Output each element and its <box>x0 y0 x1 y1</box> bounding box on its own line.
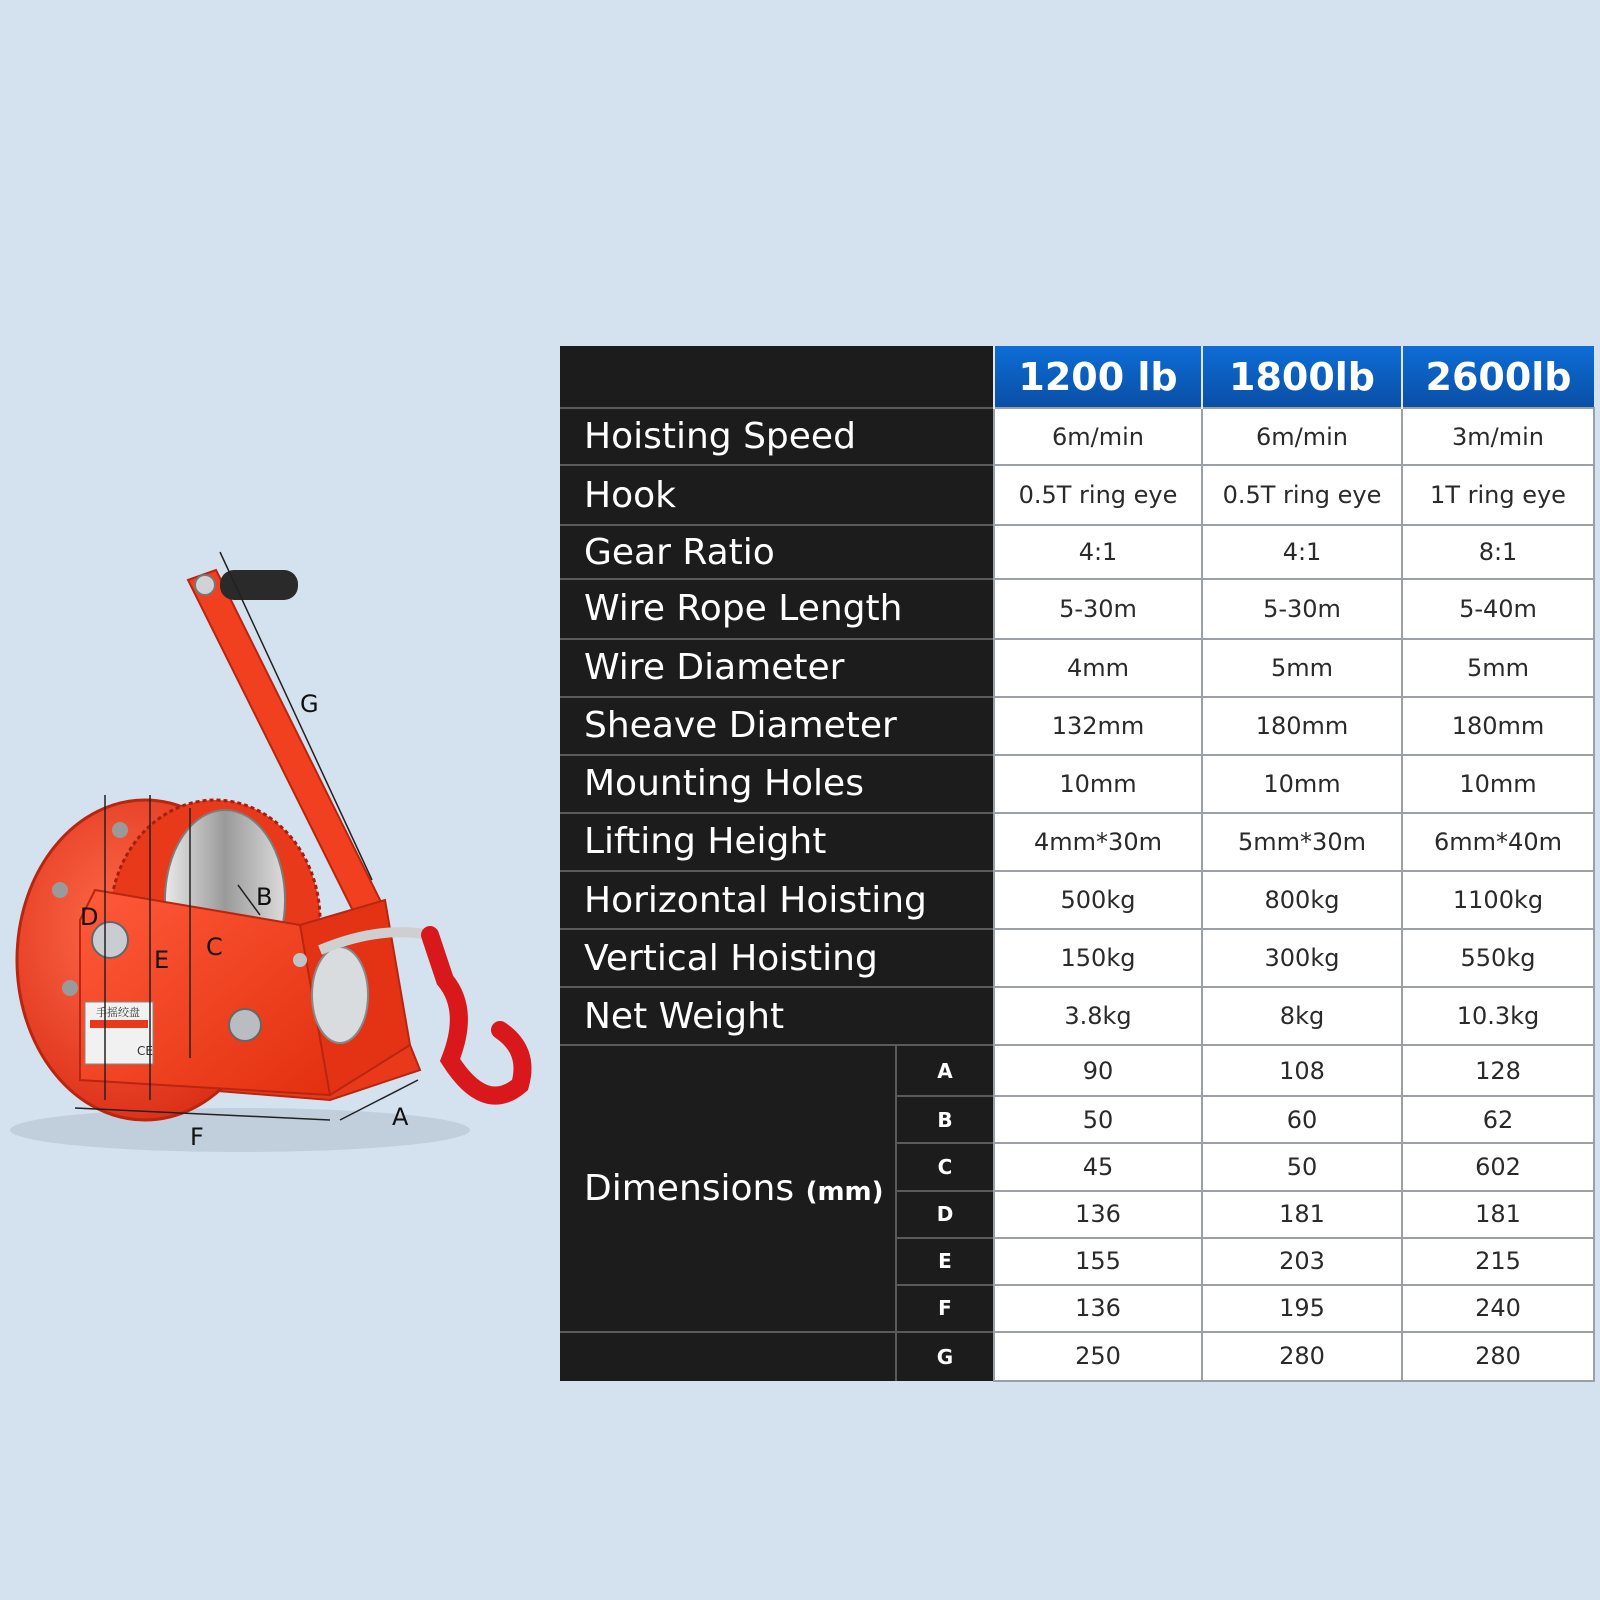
dim-label-d: D <box>80 903 99 931</box>
model-header-1200lb: 1200 lb <box>994 346 1202 408</box>
table-row <box>560 639 1594 697</box>
row-label: Net Weight <box>560 987 994 1045</box>
table-row <box>560 579 1594 638</box>
dim-label-f: F <box>190 1123 204 1151</box>
cell-value: 8:1 <box>1402 525 1594 579</box>
model-header-2600lb: 2600lb <box>1402 346 1594 408</box>
housing-bolt <box>293 953 307 967</box>
cell-value: 195 <box>1202 1285 1402 1332</box>
table-row <box>560 408 1594 465</box>
row-label: Hoisting Speed <box>560 408 994 465</box>
cell-value: 5mm <box>1202 639 1402 697</box>
lifting-hook <box>430 935 523 1096</box>
disc-hole-3 <box>112 822 128 838</box>
cell-value: 136 <box>994 1191 1202 1238</box>
row-label: Lifting Height <box>560 813 994 871</box>
cell-value: 5-30m <box>1202 579 1402 638</box>
cell-value: 45 <box>994 1143 1202 1190</box>
dimensions-unit: (mm) <box>805 1177 884 1208</box>
disc-hole-1 <box>52 882 68 898</box>
cell-value: 132mm <box>994 697 1202 755</box>
cell-value: 280 <box>1402 1332 1594 1381</box>
header-row <box>560 346 1594 408</box>
dimension-key: C <box>896 1143 994 1190</box>
cell-value: 3m/min <box>1402 408 1594 465</box>
cell-value: 0.5T ring eye <box>994 465 1202 525</box>
dimension-key: E <box>896 1238 994 1285</box>
cell-value: 4mm <box>994 639 1202 697</box>
cell-value: 181 <box>1202 1191 1402 1238</box>
crank-grip <box>220 570 298 600</box>
dimension-row <box>560 1045 1594 1096</box>
cell-value: 250 <box>994 1332 1202 1381</box>
header-corner <box>560 346 994 408</box>
cell-value: 800kg <box>1202 871 1402 929</box>
cell-value: 62 <box>1402 1096 1594 1143</box>
row-label: Mounting Holes <box>560 755 994 813</box>
disc-hole-2 <box>62 980 78 996</box>
model-header-1800lb: 1800lb <box>1202 346 1402 408</box>
dim-label-b: B <box>256 883 273 911</box>
dimensions-label <box>560 1045 896 1331</box>
cell-value: 550kg <box>1402 929 1594 987</box>
cell-value: 5mm*30m <box>1202 813 1402 871</box>
table-row <box>560 755 1594 813</box>
cell-value: 6mm*40m <box>1402 813 1594 871</box>
cell-value: 280 <box>1202 1332 1402 1381</box>
cell-value: 108 <box>1202 1045 1402 1096</box>
cell-value: 3.8kg <box>994 987 1202 1045</box>
cell-value: 155 <box>994 1238 1202 1285</box>
cell-value: 5mm <box>1402 639 1594 697</box>
dimension-key: D <box>896 1191 994 1238</box>
cell-value: 300kg <box>1202 929 1402 987</box>
table-row <box>560 871 1594 929</box>
cell-value: 10mm <box>1202 755 1402 813</box>
cell-value: 5-30m <box>994 579 1202 638</box>
row-label: Gear Ratio <box>560 525 994 579</box>
cell-value: 6m/min <box>1202 408 1402 465</box>
dimension-key: G <box>896 1332 994 1381</box>
cell-value: 203 <box>1202 1238 1402 1285</box>
row-label: Horizontal Hoisting <box>560 871 994 929</box>
nameplate-band <box>90 1020 148 1028</box>
cell-value: 215 <box>1402 1238 1594 1285</box>
dim-label-c: C <box>206 933 223 961</box>
cell-value: 10mm <box>1402 755 1594 813</box>
table-row <box>560 465 1594 525</box>
row-label: Vertical Hoisting <box>560 929 994 987</box>
table-row <box>560 929 1594 987</box>
cell-value: 150kg <box>994 929 1202 987</box>
cell-value: 136 <box>994 1285 1202 1332</box>
ce-mark: CE <box>137 1044 153 1058</box>
spool-hub <box>312 947 368 1043</box>
cell-value: 180mm <box>1402 697 1594 755</box>
cell-value: 8kg <box>1202 987 1402 1045</box>
nameplate-text: 手摇绞盘 <box>96 1006 140 1019</box>
cell-value: 4:1 <box>994 525 1202 579</box>
row-label: Wire Rope Length <box>560 579 994 638</box>
cell-value: 50 <box>1202 1143 1402 1190</box>
cell-value: 50 <box>994 1096 1202 1143</box>
dim-label-g: G <box>300 690 319 718</box>
cell-value: 4:1 <box>1202 525 1402 579</box>
cell-value: 4mm*30m <box>994 813 1202 871</box>
cell-value: 60 <box>1202 1096 1402 1143</box>
cell-value: 0.5T ring eye <box>1202 465 1402 525</box>
cell-value: 10.3kg <box>1402 987 1594 1045</box>
spec-table <box>560 346 1595 1382</box>
cell-value: 128 <box>1402 1045 1594 1096</box>
dimensions-title: Dimensions <box>584 1168 795 1210</box>
dimension-key: F <box>896 1285 994 1332</box>
cell-value: 6m/min <box>994 408 1202 465</box>
dim-label-a: A <box>392 1103 409 1131</box>
arm-bolt <box>195 575 215 595</box>
table-row <box>560 525 1594 579</box>
row-label: Sheave Diameter <box>560 697 994 755</box>
cell-value: 1T ring eye <box>1402 465 1594 525</box>
cell-value: 181 <box>1402 1191 1594 1238</box>
cell-value: 500kg <box>994 871 1202 929</box>
table-row <box>560 697 1594 755</box>
dimension-key: A <box>896 1045 994 1096</box>
dim-label-e: E <box>154 946 170 974</box>
dimension-row <box>560 1332 1594 1381</box>
cell-value: 180mm <box>1202 697 1402 755</box>
cell-value: 5-40m <box>1402 579 1594 638</box>
cell-value: 602 <box>1402 1143 1594 1190</box>
table-row <box>560 987 1594 1045</box>
blank-cell <box>560 1332 896 1381</box>
row-label: Hook <box>560 465 994 525</box>
cell-value: 10mm <box>994 755 1202 813</box>
table-row <box>560 813 1594 871</box>
cell-value: 90 <box>994 1045 1202 1096</box>
dimension-key: B <box>896 1096 994 1143</box>
cell-value: 1100kg <box>1402 871 1594 929</box>
row-label: Wire Diameter <box>560 639 994 697</box>
hand-winch-illustration <box>0 540 560 1180</box>
shaft-bolt <box>229 1009 261 1041</box>
cell-value: 240 <box>1402 1285 1594 1332</box>
